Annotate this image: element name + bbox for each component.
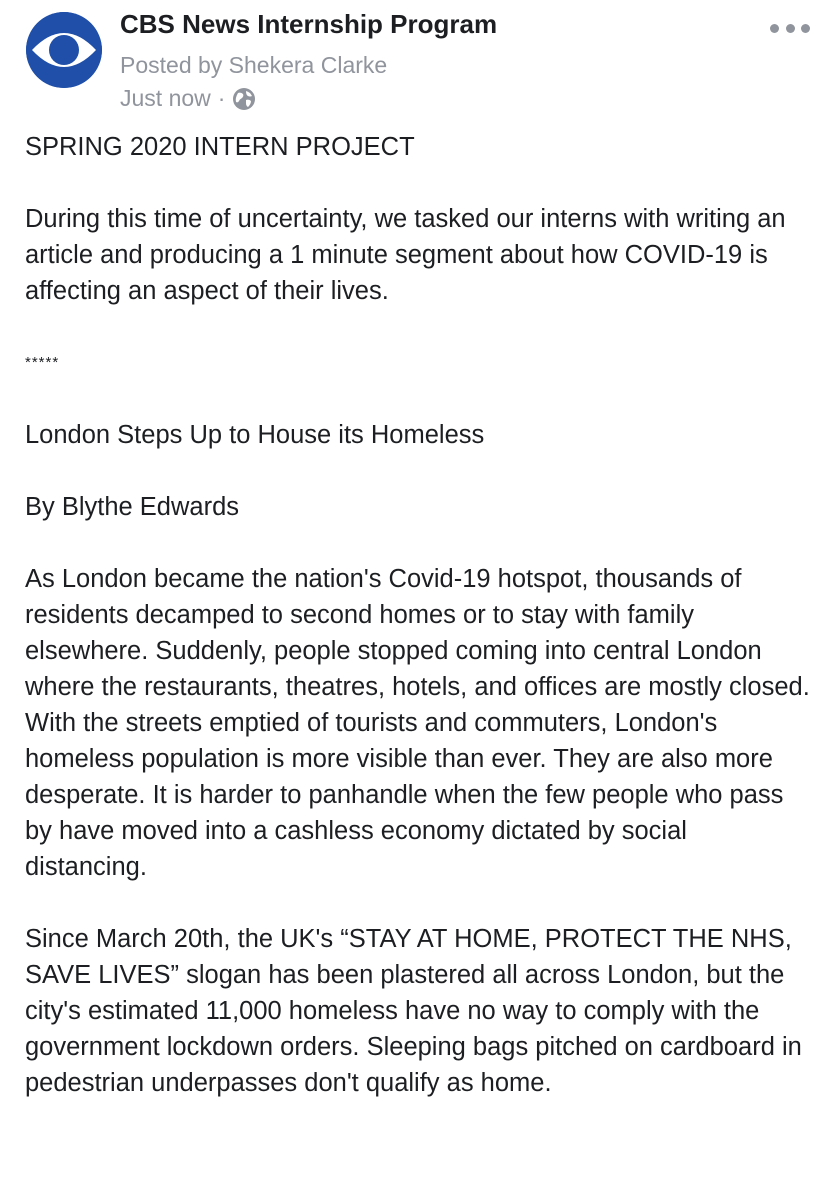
post-body: [25, 129, 815, 1137]
article-paragraph-1: As London became the nation's Covid-19 hotspot, thousands of residents decamped to second homes or to stay with family elsewhere. Suddenly, people stopped coming into central London where the restaurants, theatres, hotels, and offices are mostly closed. With the streets emptied of tourists and commuters, London's homeless population is more visible than ever. They are also more desperate. It is harder to panhandle when the few people who pass by have moved into a cashless economy dictated by social distancing.: [25, 565, 810, 881]
meta-separator: ·: [217, 85, 226, 111]
article-byline: By Blythe Edwards: [25, 493, 240, 521]
article-paragraph-2: Since March 20th, the UK's “STAY AT HOME, PROTECT THE NHS, SAVE LIVES” slogan has been plastered all across London, but the city's estimated 11,000 homeless have no way to comply with the government lockdown orders. Sleeping bags pitched on cardboard in pedestrian underpasses don't qualify as home.: [25, 925, 802, 1097]
section-divider: *****: [25, 354, 60, 371]
article-title: London Steps Up to House its Homeless: [25, 421, 485, 449]
post-heading: SPRING 2020 INTERN PROJECT: [25, 133, 415, 161]
page-name-link[interactable]: CBS News Internship Program: [120, 9, 498, 39]
post-header: [0, 0, 828, 118]
posted-by-text[interactable]: Posted by Shekera Clarke: [120, 52, 388, 78]
globe-icon[interactable]: [232, 87, 256, 111]
page-avatar[interactable]: [26, 12, 102, 88]
post-meta: [120, 85, 256, 112]
post-intro: During this time of uncertainty, we tasked our interns with writing an article and producing a 1 minute segment about how COVID-19 is affecting an aspect of their lives.: [25, 205, 786, 305]
more-options-icon[interactable]: [770, 18, 810, 38]
post-timestamp[interactable]: Just now: [120, 85, 211, 111]
cbs-eye-logo-icon: [26, 12, 102, 88]
